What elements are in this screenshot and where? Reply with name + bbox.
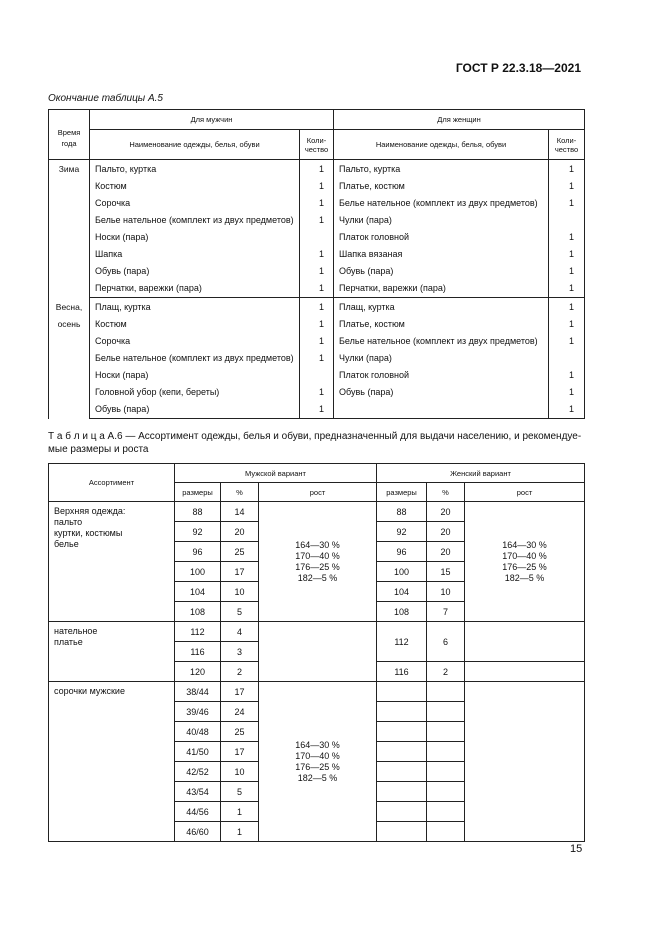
men-item-name: Белье нательное (комплект из двух предметов) xyxy=(90,212,300,229)
women-item-qty: 1 xyxy=(549,246,585,263)
men-size: 44/56 xyxy=(175,802,221,822)
women-pct: 2 xyxy=(427,662,465,682)
assortment-cell: сорочки мужские xyxy=(49,682,175,842)
women-item-name: Платок головной xyxy=(334,367,549,384)
women-pct xyxy=(427,762,465,782)
men-pct: 3 xyxy=(221,642,259,662)
men-item-qty: 1 xyxy=(300,178,334,195)
col-pct-women-header: % xyxy=(427,483,465,502)
women-item-qty: 1 xyxy=(549,298,585,317)
col-name-men-header: Наименование одежды, белья, обуви xyxy=(90,130,300,160)
women-size xyxy=(377,702,427,722)
col-qty-men-header: Коли- чество xyxy=(300,130,334,160)
women-item-name: Пальто, куртка xyxy=(334,160,549,179)
men-pct: 17 xyxy=(221,682,259,702)
women-size: 116 xyxy=(377,662,427,682)
men-size: 108 xyxy=(175,602,221,622)
women-pct: 20 xyxy=(427,522,465,542)
women-item-qty: 1 xyxy=(549,229,585,246)
women-size xyxy=(377,722,427,742)
women-item-name: Шапка вязаная xyxy=(334,246,549,263)
table-a5 xyxy=(48,109,585,419)
women-item-name: Обувь (пара) xyxy=(334,263,549,280)
women-pct: 20 xyxy=(427,542,465,562)
women-growth xyxy=(465,622,585,662)
men-size: 42/52 xyxy=(175,762,221,782)
men-size: 40/48 xyxy=(175,722,221,742)
standard-number: ГОСТ Р 22.3.18—2021 xyxy=(455,61,581,75)
women-pct: 10 xyxy=(427,582,465,602)
men-item-qty: 1 xyxy=(300,333,334,350)
men-pct: 2 xyxy=(221,662,259,682)
men-item-name: Носки (пара) xyxy=(90,367,300,384)
men-item-name: Пальто, куртка xyxy=(90,160,300,179)
men-size: 43/54 xyxy=(175,782,221,802)
women-size: 96 xyxy=(377,542,427,562)
men-size: 116 xyxy=(175,642,221,662)
men-pct: 5 xyxy=(221,782,259,802)
table-a6-caption: Т а б л и ц а А.6 — Ассортимент одежды, белья и обуви, предназначенный для выдачи населению, и рекомендуе-мые размеры и роста xyxy=(48,431,582,455)
men-pct: 1 xyxy=(221,822,259,842)
table-row xyxy=(49,195,585,212)
women-item-qty: 1 xyxy=(549,401,585,419)
women-size: 100 xyxy=(377,562,427,582)
men-pct: 24 xyxy=(221,702,259,722)
men-item-qty: 1 xyxy=(300,298,334,317)
season-cell: Весна, осень xyxy=(49,298,90,419)
men-item-name: Перчатки, варежки (пара) xyxy=(90,280,300,298)
col-men-header: Для мужчин xyxy=(90,110,334,130)
col-men-variant-header: Мужской вариант xyxy=(175,464,377,483)
men-item-name: Шапка xyxy=(90,246,300,263)
men-growth: 164—30 % 170—40 % 176—25 % 182—5 % xyxy=(259,502,377,622)
table-row xyxy=(49,212,585,229)
men-size: 38/44 xyxy=(175,682,221,702)
men-item-qty: 1 xyxy=(300,263,334,280)
table-row xyxy=(49,246,585,263)
men-item-name: Носки (пара) xyxy=(90,229,300,246)
women-size: 108 xyxy=(377,602,427,622)
men-size: 100 xyxy=(175,562,221,582)
men-size: 112 xyxy=(175,622,221,642)
page-number: 15 xyxy=(570,843,583,855)
table-row xyxy=(49,502,585,522)
men-size: 46/60 xyxy=(175,822,221,842)
table-row xyxy=(49,263,585,280)
men-pct: 5 xyxy=(221,602,259,622)
men-item-qty: 1 xyxy=(300,246,334,263)
men-item-qty: 1 xyxy=(300,350,334,367)
men-item-qty: 1 xyxy=(300,160,334,179)
women-item-name xyxy=(334,401,549,419)
col-women-variant-header: Женский вариант xyxy=(377,464,585,483)
col-pct-men-header: % xyxy=(221,483,259,502)
men-pct: 10 xyxy=(221,762,259,782)
men-pct: 10 xyxy=(221,582,259,602)
assortment-cell: нательное платье xyxy=(49,622,175,682)
women-size: 112 xyxy=(377,622,427,662)
women-growth xyxy=(465,682,585,842)
women-size xyxy=(377,762,427,782)
women-item-name: Платок головной xyxy=(334,229,549,246)
men-size: 92 xyxy=(175,522,221,542)
women-item-name: Плащ, куртка xyxy=(334,298,549,317)
assortment-cell: Верхняя одежда: пальто куртки, костюмы белье xyxy=(49,502,175,622)
men-pct: 17 xyxy=(221,562,259,582)
men-item-qty: 1 xyxy=(300,280,334,298)
col-growth-men-header: рост xyxy=(259,483,377,502)
col-women-header: Для женщин xyxy=(334,110,585,130)
women-growth xyxy=(465,662,585,682)
men-item-qty xyxy=(300,367,334,384)
col-growth-women-header: рост xyxy=(465,483,585,502)
women-item-name: Платье, костюм xyxy=(334,178,549,195)
women-pct xyxy=(427,702,465,722)
women-pct xyxy=(427,782,465,802)
men-size: 120 xyxy=(175,662,221,682)
men-size: 39/46 xyxy=(175,702,221,722)
men-size: 88 xyxy=(175,502,221,522)
men-pct: 4 xyxy=(221,622,259,642)
men-item-qty: 1 xyxy=(300,384,334,401)
men-item-name: Сорочка xyxy=(90,195,300,212)
table-row xyxy=(49,682,585,702)
table-row xyxy=(49,280,585,298)
col-name-women-header: Наименование одежды, белья, обуви xyxy=(334,130,549,160)
men-item-qty: 1 xyxy=(300,212,334,229)
table-row xyxy=(49,178,585,195)
women-item-qty: 1 xyxy=(549,160,585,179)
men-pct: 1 xyxy=(221,802,259,822)
women-item-name: Чулки (пара) xyxy=(334,350,549,367)
women-item-qty: 1 xyxy=(549,367,585,384)
men-size: 96 xyxy=(175,542,221,562)
men-size: 41/50 xyxy=(175,742,221,762)
col-season-header: Время года xyxy=(49,110,90,160)
table-row xyxy=(49,367,585,384)
season-cell: Зима xyxy=(49,160,90,298)
men-item-name: Белье нательное (комплект из двух предметов) xyxy=(90,350,300,367)
col-sizes-women-header: размеры xyxy=(377,483,427,502)
men-item-name: Головной убор (кепи, береты) xyxy=(90,384,300,401)
women-item-qty: 1 xyxy=(549,178,585,195)
women-pct: 6 xyxy=(427,622,465,662)
men-pct: 17 xyxy=(221,742,259,762)
table-a5-caption: Окончание таблицы А.5 xyxy=(48,93,163,104)
men-item-name: Плащ, куртка xyxy=(90,298,300,317)
men-growth xyxy=(259,622,377,682)
table-row xyxy=(49,316,585,333)
men-item-qty xyxy=(300,229,334,246)
men-pct: 14 xyxy=(221,502,259,522)
women-pct: 7 xyxy=(427,602,465,622)
women-item-name: Платье, костюм xyxy=(334,316,549,333)
women-growth: 164—30 % 170—40 % 176—25 % 182—5 % xyxy=(465,502,585,622)
women-size xyxy=(377,742,427,762)
women-pct: 15 xyxy=(427,562,465,582)
col-assortment-header: Ассортимент xyxy=(49,464,175,502)
women-item-qty xyxy=(549,350,585,367)
women-pct xyxy=(427,722,465,742)
men-item-name: Костюм xyxy=(90,178,300,195)
women-item-qty xyxy=(549,212,585,229)
col-qty-women-header: Коли- чество xyxy=(549,130,585,160)
men-pct: 25 xyxy=(221,542,259,562)
table-row xyxy=(49,401,585,419)
women-size: 104 xyxy=(377,582,427,602)
table-row xyxy=(49,298,585,317)
women-item-name: Белье нательное (комплект из двух предметов) xyxy=(334,333,549,350)
table-a6 xyxy=(48,463,585,842)
table-row xyxy=(49,622,585,642)
women-item-name: Белье нательное (комплект из двух предметов) xyxy=(334,195,549,212)
men-item-qty: 1 xyxy=(300,401,334,419)
women-item-qty: 1 xyxy=(549,384,585,401)
women-item-name: Перчатки, варежки (пара) xyxy=(334,280,549,298)
women-item-qty: 1 xyxy=(549,316,585,333)
men-item-qty: 1 xyxy=(300,195,334,212)
women-size: 88 xyxy=(377,502,427,522)
table-row xyxy=(49,384,585,401)
women-size: 92 xyxy=(377,522,427,542)
men-growth: 164—30 % 170—40 % 176—25 % 182—5 % xyxy=(259,682,377,842)
men-item-name: Сорочка xyxy=(90,333,300,350)
table-row xyxy=(49,229,585,246)
men-item-name: Обувь (пара) xyxy=(90,263,300,280)
men-size: 104 xyxy=(175,582,221,602)
women-pct xyxy=(427,742,465,762)
women-item-name: Чулки (пара) xyxy=(334,212,549,229)
women-item-qty: 1 xyxy=(549,263,585,280)
women-size xyxy=(377,682,427,702)
women-item-qty: 1 xyxy=(549,280,585,298)
table-row xyxy=(49,350,585,367)
col-sizes-men-header: размеры xyxy=(175,483,221,502)
women-pct xyxy=(427,822,465,842)
women-item-name: Обувь (пара) xyxy=(334,384,549,401)
men-item-name: Костюм xyxy=(90,316,300,333)
women-pct xyxy=(427,802,465,822)
women-item-qty: 1 xyxy=(549,195,585,212)
women-item-qty: 1 xyxy=(549,333,585,350)
men-pct: 20 xyxy=(221,522,259,542)
men-pct: 25 xyxy=(221,722,259,742)
table-row xyxy=(49,333,585,350)
men-item-name: Обувь (пара) xyxy=(90,401,300,419)
women-size xyxy=(377,822,427,842)
women-pct: 20 xyxy=(427,502,465,522)
women-size xyxy=(377,782,427,802)
women-pct xyxy=(427,682,465,702)
table-row xyxy=(49,160,585,179)
women-size xyxy=(377,802,427,822)
men-item-qty: 1 xyxy=(300,316,334,333)
